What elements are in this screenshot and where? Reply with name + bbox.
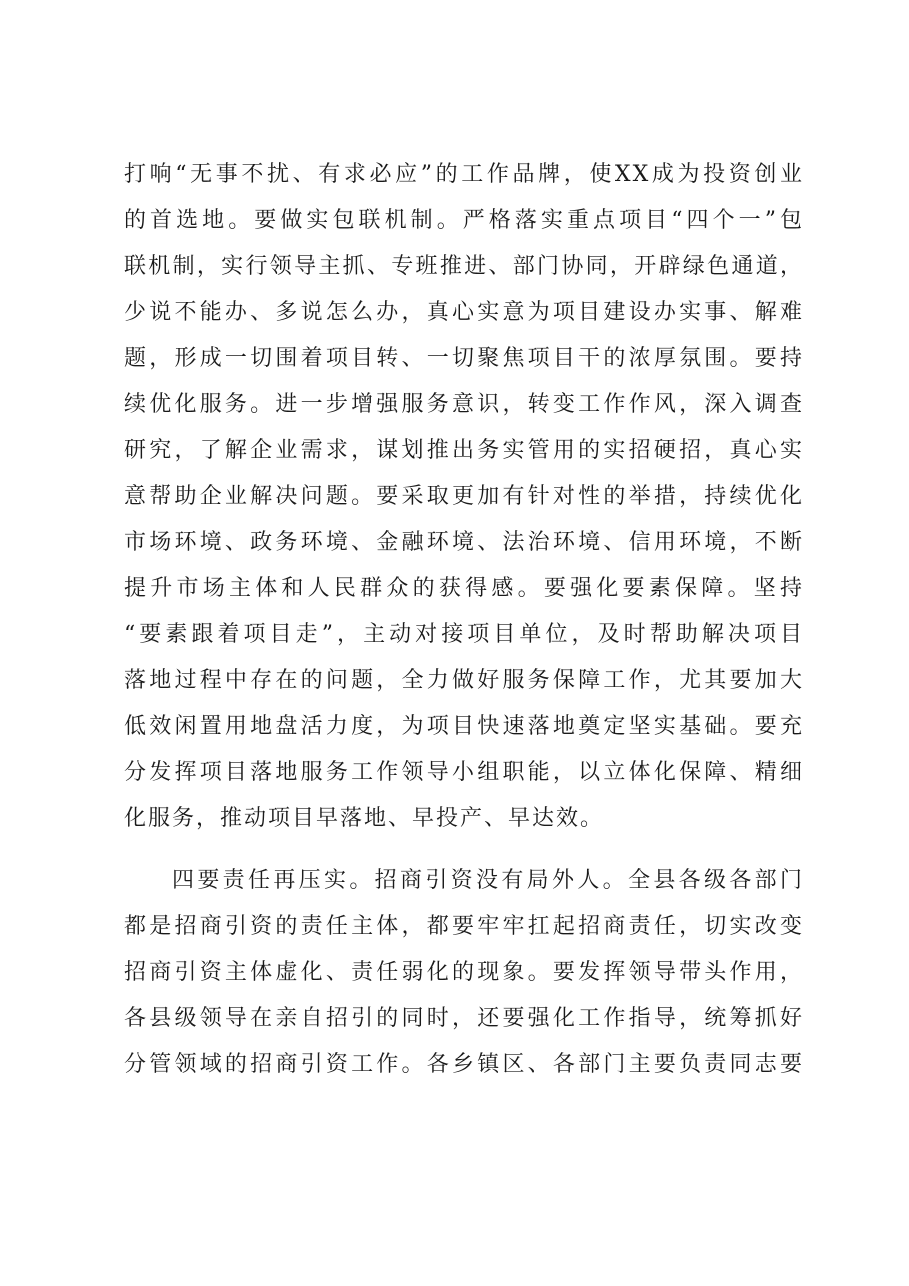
text-line: 联机制，实行领导主抓、专班推进、部门协同，开辟绿色通道， [124,254,804,279]
text-line: 打响“无事不扰、有求必应”的工作品牌，使XX成为投资创业 [124,162,804,187]
text-line: 化服务，推动项目早落地、早投产、早达效。 [124,806,605,831]
text-line: 分发挥项目落地服务工作领导小组职能，以立体化保障、精细 [124,760,804,785]
text-line: 续优化服务。进一步增强服务意识，转变工作作风，深入调查 [124,392,804,417]
text-line: 研究，了解企业需求，谋划推出务实管用的实招硬招，真心实 [124,438,804,463]
text-line: 少说不能办、多说怎么办，真心实意为项目建设办实事、解难 [124,300,804,325]
text-line: 意帮助企业解决问题。要采取更加有针对性的举措，持续优化 [124,484,804,509]
text-line: 各县级领导在亲自招引的同时，还要强化工作指导，统筹抓好 [124,1006,804,1031]
text-line: 都是招商引资的责任主体，都要牢牢扛起招商责任，切实改变 [124,914,804,939]
text-line: 低效闲置用地盘活力度，为项目快速落地奠定坚实基础。要充 [124,714,804,739]
text-line: 分管领域的招商引资工作。各乡镇区、各部门主要负责同志要 [124,1052,804,1077]
text-line: 的首选地。要做实包联机制。严格落实重点项目“四个一”包 [124,208,804,233]
text-line: 提升市场主体和人民群众的获得感。要强化要素保障。坚持 [124,576,804,601]
text-line: “要素跟着项目走”，主动对接项目单位，及时帮助解决项目 [124,622,804,647]
paragraph-1 [124,152,804,842]
paragraph-2 [124,858,804,1088]
text-line: 招商引资主体虚化、责任弱化的现象。要发挥领导带头作用， [124,960,804,985]
text-line: 题，形成一切围着项目转、一切聚焦项目干的浓厚氛围。要持 [124,346,804,371]
paragraph-spacer [124,842,804,858]
text-line: 四要责任再压实。招商引资没有局外人。全县各级各部门 [172,868,804,893]
document-body [124,152,804,1088]
text-line: 落地过程中存在的问题，全力做好服务保障工作，尤其要加大 [124,668,804,693]
text-line: 市场环境、政务环境、金融环境、法治环境、信用环境，不断 [124,530,804,555]
